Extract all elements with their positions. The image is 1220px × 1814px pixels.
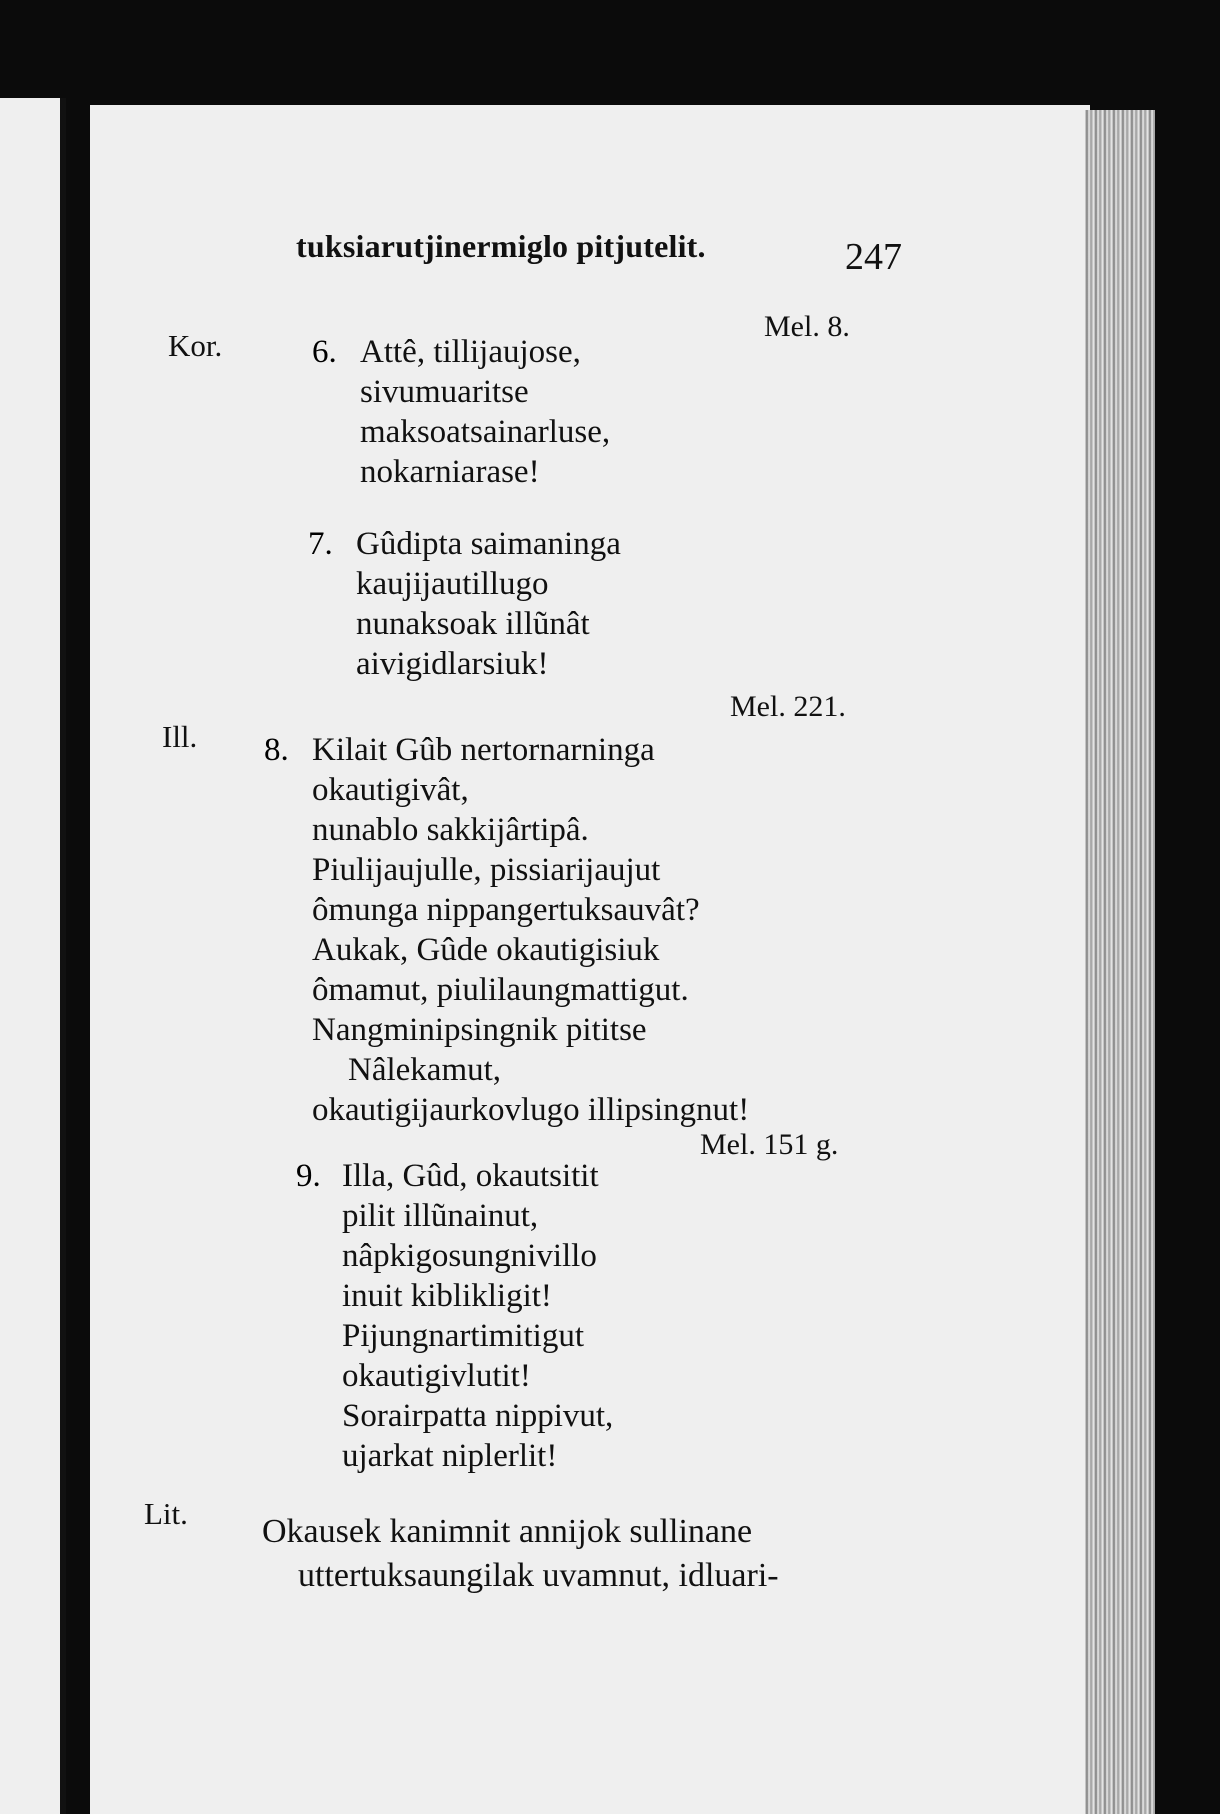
verse-line: Attê, tillijaujose, [360, 334, 581, 370]
section-label-ill: Ill. [162, 719, 198, 754]
verse-line: aivigidlarsiuk! [356, 646, 549, 682]
verse-line: inuit kiblikligit! [342, 1278, 552, 1314]
stanza-number: 6. [312, 334, 337, 370]
stanza-8 [312, 730, 749, 1130]
melody-reference: Mel. 8. [764, 310, 850, 343]
prose-line: uttertuksaungilak uvamnut, idluari- [298, 1557, 779, 1594]
verse-line: Kilait Gûb nertornarninga [312, 732, 655, 768]
stanza-number: 9. [296, 1158, 321, 1194]
verse-line: ujarkat niplerlit! [342, 1438, 558, 1474]
binding-rule [60, 98, 66, 1814]
verse-line: Nâlekamut, [348, 1052, 502, 1088]
stanza-7 [356, 524, 621, 684]
verse-line: okautigijaurkovlugo illipsingnut! [312, 1092, 750, 1128]
verse-line: nokarniarase! [360, 454, 540, 490]
verse-line: okautigivlutit! [342, 1358, 531, 1394]
stanza-number: 7. [308, 526, 333, 562]
verse-line: Aukak, Gûde okautigisiuk [312, 932, 660, 968]
verse-line: maksoatsainarluse, [360, 414, 611, 450]
verse-line: nunablo sakkijârtipâ. [312, 812, 589, 848]
left-page-edge [0, 98, 62, 1814]
verse-line: pilit illũnainut, [342, 1198, 539, 1234]
stanza-6 [360, 332, 610, 492]
verse-line: nunaksoak illũnât [356, 606, 590, 642]
prose-paragraph [262, 1510, 779, 1598]
section-label-lit: Lit. [144, 1496, 188, 1531]
verse-line: Illa, Gûd, okautsitit [342, 1158, 599, 1194]
stanza-9 [342, 1156, 613, 1476]
section-label-kor: Kor. [168, 328, 223, 363]
page-number: 247 [845, 236, 902, 278]
verse-line: nâpkigosungnivillo [342, 1238, 597, 1274]
prose-line: Okausek kanimnit annijok sullinane [262, 1513, 753, 1550]
verse-line: kaujijautillugo [356, 566, 549, 602]
verse-line: Nangminipsingnik pititse [312, 1012, 647, 1048]
verse-line: ômunga nippangertuksauvât? [312, 892, 700, 928]
verse-line: Sorairpatta nippivut, [342, 1398, 614, 1434]
melody-reference: Mel. 151 g. [700, 1128, 839, 1161]
verse-line: sivumuaritse [360, 374, 529, 410]
page-stack-edge [1085, 110, 1155, 1814]
melody-reference: Mel. 221. [730, 690, 846, 723]
verse-line: Gûdipta saimaninga [356, 526, 621, 562]
verse-line: Pijungnartimitigut [342, 1318, 585, 1354]
verse-line: ômamut, piulilaungmattigut. [312, 972, 689, 1008]
verse-line: Piulijaujulle, pissiarijaujut [312, 852, 661, 888]
stanza-number: 8. [264, 732, 289, 768]
verse-line: okautigivât, [312, 772, 469, 808]
running-header: tuksiarutjinermiglo pitjutelit. [296, 228, 706, 264]
